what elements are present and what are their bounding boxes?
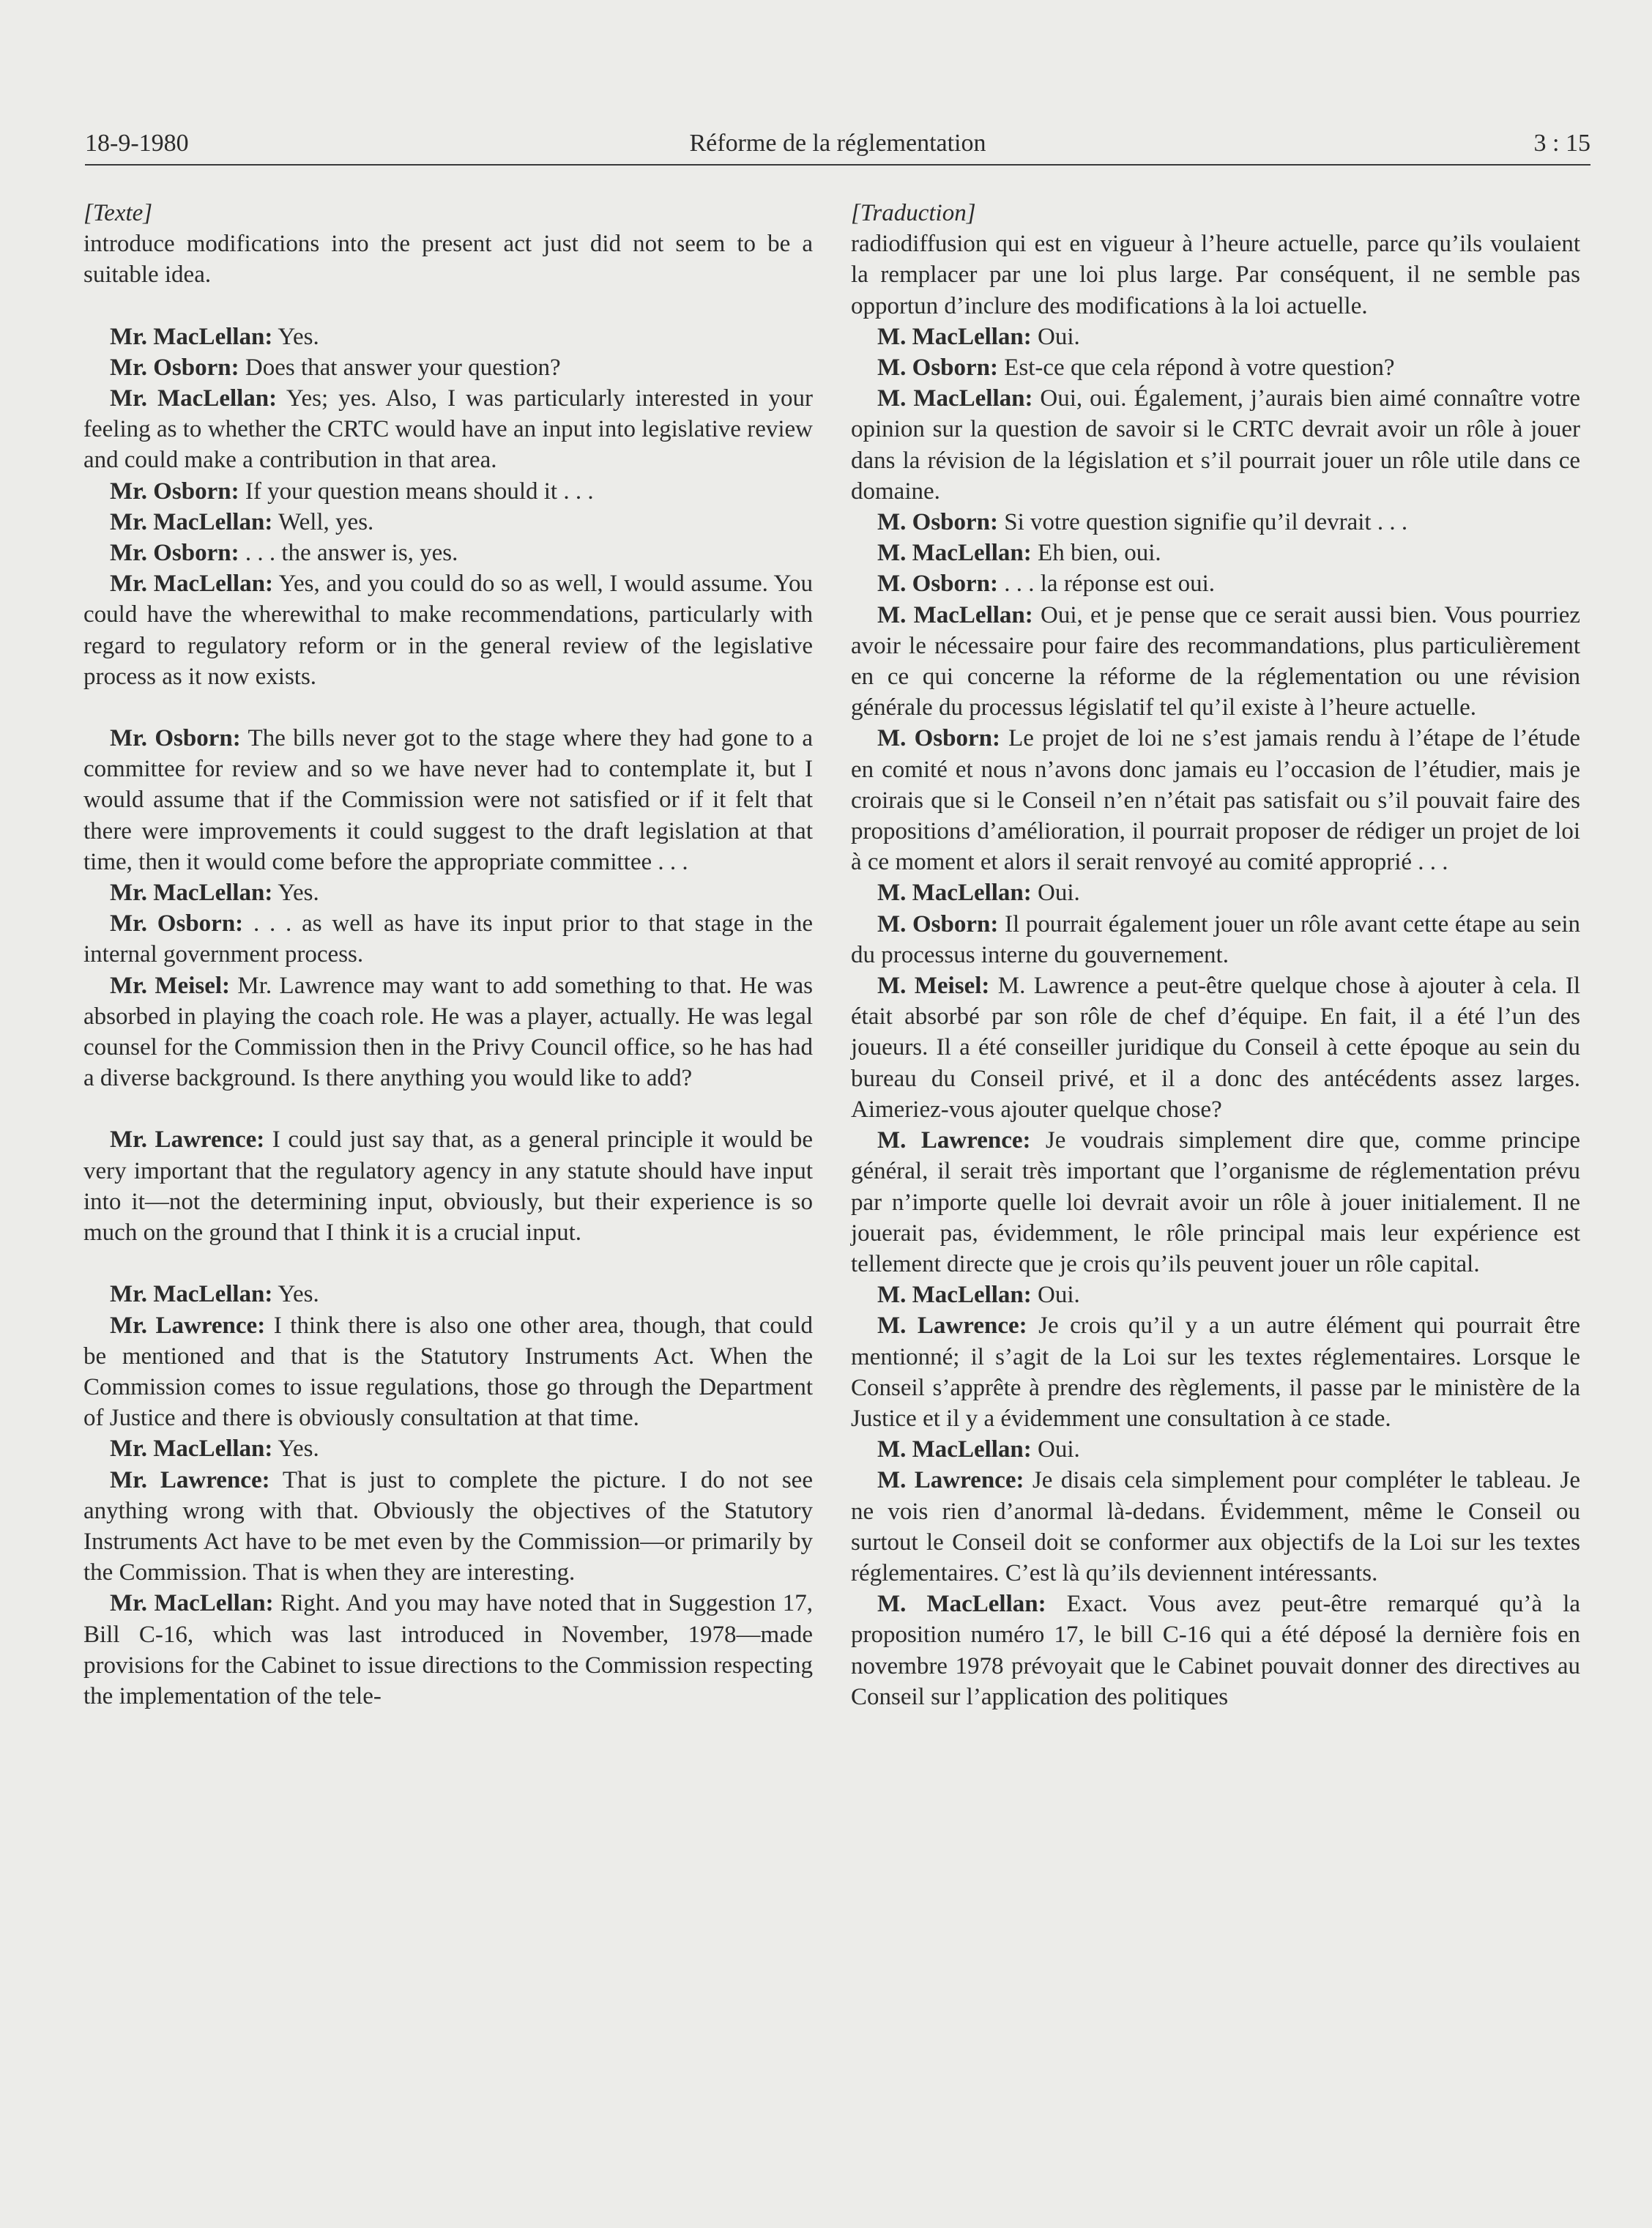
dialogue-paragraph <box>83 322 813 352</box>
dialogue-paragraph <box>851 538 1580 568</box>
dialogue-paragraph <box>851 1589 1580 1712</box>
speaker-name: Mr. Osborn: <box>110 910 244 937</box>
dialogue-paragraph <box>83 383 813 476</box>
dialogue-paragraph <box>851 723 1580 877</box>
speaker-name: M. MacLellan: <box>877 880 1032 907</box>
speaker-name: Mr. Lawrence: <box>110 1466 270 1493</box>
dialogue-paragraph <box>851 1310 1580 1434</box>
dialogue-paragraph <box>851 970 1580 1125</box>
french-column <box>851 198 1580 1712</box>
speech-text: Il pourrait également jouer un rôle avant cette étape au sein du processus interne du gouvernement. <box>851 910 1580 968</box>
speaker-name: M. MacLellan: <box>877 323 1032 350</box>
speech-text: Right. And you may have noted that in Suggestion 17, Bill C-16, which was last introduced in November, 1978—made provisions for the Cabinet to issue directions to the Commission respecting the implementation of the tele- <box>83 1590 813 1709</box>
speech-text: Oui, et je pense que ce serait aussi bien. Vous pourriez avoir le nécessaire pour faire des recommandations, plus particulièrement en ce qui concerne la réforme de la réglementation ou une révision générale du processus législatif tel qu’il existe à l’heure actuelle. <box>851 601 1580 721</box>
dialogue-paragraph <box>83 538 813 568</box>
speech-text: The bills never got to the stage where they had gone to a committee for review and so we have never had to contemplate it, but I would assume that if the Commission were not satisfied or if it felt that there were improvements it could suggest to the draft legislation at that time, then it would come before the appropriate committee . . . <box>83 725 813 875</box>
speech-text: Oui. <box>1031 880 1080 907</box>
speaker-name: M. Lawrence: <box>877 1312 1027 1340</box>
header-title: Réforme de la réglementation <box>689 130 986 157</box>
speech-text: . . . as well as have its input prior to that stage in the internal government process. <box>83 910 813 968</box>
speaker-name: Mr. MacLellan: <box>110 1436 273 1463</box>
speaker-name: Mr. Osborn: <box>110 540 239 567</box>
speaker-name: Mr. MacLellan: <box>110 880 273 907</box>
speaker-name: Mr. Osborn: <box>110 725 241 752</box>
speaker-name: M. Osborn: <box>877 910 999 937</box>
speaker-name: M. Osborn: <box>877 725 1000 752</box>
speech-text: Le projet de loi ne s’est jamais rendu à l’étape de l’étude en comité et nous n’avons donc jamais eu l’occasion de l’étudier, mais je croirais que si le Conseil n’en n’était pas satisfait ou s’il pouvait faire des propositions d’amélioration, il pourrait proposer de rédiger un projet de loi à ce moment et alors il serait renvoyé au comité approprié . . . <box>851 725 1581 876</box>
dialogue-paragraph <box>83 1279 813 1310</box>
speech-text: Yes; yes. Also, I was particularly interested in your feeling as to whether the CRTC would have an input into legislative review and could make a contribution in that area. <box>83 385 813 474</box>
dialogue-paragraph <box>851 1434 1580 1465</box>
speech-text: Yes. <box>272 323 319 350</box>
dialogue-paragraph <box>851 1465 1580 1589</box>
opening-paragraph: radiodiffusion qui est en vigueur à l’heure actuelle, parce qu’ils voulaient la remplacer par une loi plus large. Par conséquent, il ne semble pas opportun d’inclure des modifications à la loi actuelle. <box>851 231 1580 319</box>
speaker-name: Mr. Lawrence: <box>110 1312 266 1339</box>
column-marker: [Texte] <box>83 200 153 226</box>
dialogue-paragraph <box>83 1433 813 1464</box>
dialogue-paragraph <box>851 352 1580 383</box>
dialogue-paragraph <box>851 507 1580 538</box>
speech-text: Yes, and you could do so as well, I would assume. You could have the wherewithal to make recommendations, particularly with regard to regulatory reform or in the general review of the legislative process as it now exists. <box>83 571 813 690</box>
speaker-name: M. Lawrence: <box>877 1467 1024 1494</box>
speaker-name: Mr. Lawrence: <box>110 1126 265 1154</box>
speaker-name: Mr. MacLellan: <box>110 571 273 598</box>
dialogue-paragraph <box>83 1465 813 1589</box>
speaker-name: M. MacLellan: <box>877 1436 1032 1463</box>
speech-text: . . . la réponse est oui. <box>998 571 1216 598</box>
speech-text: Does that answer your question? <box>239 354 561 381</box>
speaker-name: Mr. MacLellan: <box>110 323 273 350</box>
speech-text: If your question means should it . . . <box>239 478 594 505</box>
speech-text: Eh bien, oui. <box>1031 540 1161 567</box>
speaker-name: M. MacLellan: <box>877 1282 1032 1309</box>
speaker-name: M. Meisel: <box>877 973 990 1000</box>
dialogue-paragraph <box>83 877 813 908</box>
dialogue-paragraph <box>83 723 813 877</box>
speech-text: . . . the answer is, yes. <box>239 540 458 567</box>
speech-text: That is just to complete the picture. I do not see anything wrong with that. Obviously the objectives of the Statutory Instruments Act have to be met even by the Commission—or primarily by the Commission. That is when they are interesting. <box>83 1466 813 1586</box>
dialogue-paragraph <box>851 1280 1580 1310</box>
speech-text: Oui. <box>1031 1282 1080 1309</box>
dialogue-paragraph <box>83 476 813 507</box>
dialogue-paragraph <box>851 600 1580 724</box>
speech-text: Est-ce que cela répond à votre question? <box>998 354 1395 382</box>
dialogue-paragraph <box>83 1310 813 1434</box>
dialogue-paragraph <box>851 1125 1580 1280</box>
speech-text: Exact. Vous avez peut-être remarqué qu’à la proposition numéro 17, le bill C-16 qui a été déposé la dernière fois en novembre 1978 prévoyait que le Cabinet pouvait donner des directives au Conseil sur l’application des politiques <box>851 1591 1581 1710</box>
speaker-name: M. MacLellan: <box>877 601 1033 628</box>
speaker-name: Mr. Osborn: <box>110 354 239 381</box>
speech-text: Je disais cela simplement pour compléter le tableau. Je ne vois rien d’anormal là-dedans. Évidemment, même le Conseil ou surtout le Conseil doit se conformer aux objectifs de la Loi sur les textes réglementaires. C’est là qu’ils deviennent intéressants. <box>851 1467 1580 1586</box>
speaker-name: M. Lawrence: <box>877 1127 1031 1154</box>
speaker-name: M. MacLellan: <box>877 540 1032 567</box>
speech-text: I could just say that, as a general principle it would be very important that the regulatory agency in any statute should have input into it—not the determining input, obviously, but their experience is so much on the ground that I think it is a crucial input. <box>83 1126 813 1247</box>
dialogue-paragraph <box>83 908 813 970</box>
column-marker: [Traduction] <box>851 200 976 226</box>
speech-text: Well, yes. <box>272 508 374 535</box>
speaker-name: Mr. MacLellan: <box>110 1590 274 1617</box>
speech-text: Je voudrais simplement dire que, comme principe général, il serait très important que l’organisme de réglementation prévu par n’importe quelle loi devrait avoir un rôle à jouer initialement. Il ne jouerait pas, évidemment, le rôle principal mais leur expérience est tellement directe que je crois qu’ils peuvent jouer un rôle capital. <box>851 1127 1580 1277</box>
page-header <box>85 123 1590 166</box>
speech-text: Yes. <box>272 1281 319 1308</box>
speech-text: Oui, oui. Également, j’aurais bien aimé connaître votre opinion sur la question de savoir si le CRTC devrait avoir un rôle à jouer dans la révision de la législation et s’il pourrait jouer un rôle utile dans ce domaine. <box>851 385 1581 505</box>
speaker-name: Mr. Osborn: <box>110 478 239 505</box>
dialogue-paragraph <box>851 322 1580 352</box>
speech-text: I think there is also one other area, though, that could be mentioned and that is the Statutory Instruments Act. When the Commission comes to issue regulations, those go through the Department of Justice and there is obviously consultation at that time. <box>83 1312 813 1432</box>
speaker-name: M. MacLellan: <box>877 1591 1046 1618</box>
dialogue-paragraph <box>83 970 813 1094</box>
speaker-name: M. MacLellan: <box>877 385 1033 412</box>
speaker-name: Mr. Meisel: <box>110 972 231 999</box>
speech-text: Yes. <box>272 880 319 907</box>
speaker-name: Mr. MacLellan: <box>110 1281 273 1308</box>
speaker-name: Mr. MacLellan: <box>110 508 273 535</box>
english-column <box>83 198 813 1712</box>
speech-text: Mr. Lawrence may want to add something to that. He was absorbed in playing the coach role. He was a player, actually. He was legal counsel for the Commission then in the Privy Council office, so he has had a diverse background. Is there anything you would like to add? <box>83 972 813 1092</box>
speaker-name: M. Osborn: <box>877 571 998 598</box>
header-page-number: 3 : 15 <box>1533 130 1590 157</box>
dialogue-paragraph <box>83 352 813 383</box>
speech-text: Oui. <box>1031 1436 1080 1463</box>
speech-text: M. Lawrence a peut-être quelque chose à ajouter à cela. Il était absorbé par son rôle de chef d’équipe. En fait, il a été l’un des joueurs. Il a été conseiller juridique du Conseil à cette époque au sein du bureau du Conseil privé, et il a donc des antécédents assez larges. Aimeriez-vous ajouter quelque chose? <box>851 973 1580 1123</box>
dialogue-paragraph <box>83 1588 813 1712</box>
header-date: 18-9-1980 <box>85 130 189 157</box>
speaker-name: M. Osborn: <box>877 354 998 382</box>
dialogue-paragraph <box>851 383 1580 507</box>
dialogue-paragraph <box>851 877 1580 908</box>
speech-text: Yes. <box>272 1436 319 1463</box>
speaker-name: M. Osborn: <box>877 509 998 536</box>
speaker-name: Mr. MacLellan: <box>110 385 278 412</box>
opening-paragraph: introduce modifications into the present act just did not seem to be a suitable idea. <box>83 231 813 289</box>
dialogue-paragraph <box>83 568 813 692</box>
speech-text: Oui. <box>1031 323 1080 350</box>
dialogue-paragraph <box>83 507 813 538</box>
dialogue-paragraph <box>851 568 1580 599</box>
speech-text: Je crois qu’il y a un autre élément qui pourrait être mentionné; il s’agit de la Loi sur les textes réglementaires. Lorsque le Conseil s’apprête à prendre des règlements, il passe par le ministère de la Justice et il y a évidemment une consultation à ce stade. <box>851 1312 1580 1432</box>
dialogue-paragraph <box>851 909 1580 970</box>
speech-text: Si votre question signifie qu’il devrait . . . <box>998 509 1408 536</box>
dialogue-paragraph <box>83 1124 813 1248</box>
